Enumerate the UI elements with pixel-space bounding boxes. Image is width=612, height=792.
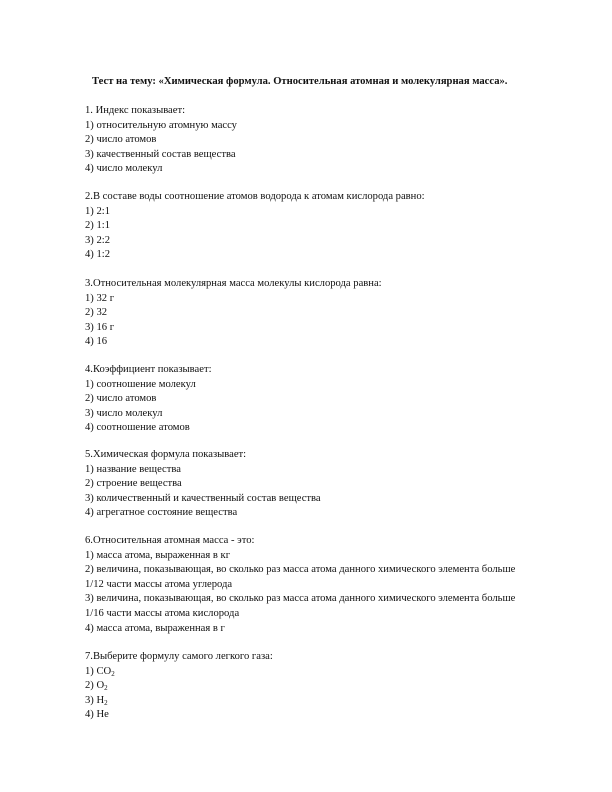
page-title: Тест на тему: «Химическая формула. Относительная атомная и молекулярная масса». bbox=[92, 76, 508, 87]
answer-option: 4) соотношение атомов bbox=[85, 422, 190, 434]
answer-option: 4) агрегатное состояние вещества bbox=[85, 507, 238, 519]
answer-option: 3) число молекул bbox=[85, 407, 163, 419]
answer-option: 2) число атомов bbox=[85, 134, 157, 146]
answer-option: 2) строение вещества bbox=[85, 478, 182, 490]
answer-option: 3) 16 г bbox=[85, 321, 115, 333]
answer-option: 3) количественный и качественный состав вещества bbox=[85, 492, 321, 504]
answer-option: 1) соотношение молекул bbox=[85, 378, 196, 390]
answer-option: 4) 16 bbox=[85, 336, 108, 348]
question-stem: 1. Индекс показывает: bbox=[85, 105, 186, 116]
answer-option: 4) число молекул bbox=[85, 163, 163, 175]
question-stem: 5.Химическая формула показывает: bbox=[85, 449, 247, 460]
answer-option: 2) 32 bbox=[85, 307, 108, 319]
question-stem: 4.Коэффициент показывает: bbox=[85, 364, 212, 375]
question-5 bbox=[85, 448, 321, 521]
answer-option: 1) 32 г bbox=[85, 292, 115, 304]
answer-option bbox=[85, 708, 273, 723]
answer-option: 2) величина, показывающая, во сколько раз масса атома данного химического элемента больше bbox=[85, 564, 516, 576]
question-7 bbox=[85, 650, 273, 723]
answer-option-continuation: 1/16 части массы атома кислорода bbox=[85, 607, 240, 619]
answer-option bbox=[85, 694, 273, 709]
question-3 bbox=[85, 277, 382, 350]
answer-option-continuation: 1/12 части массы атома углерода bbox=[85, 578, 233, 590]
answer-option: 1) относительную атомную массу bbox=[85, 119, 237, 131]
answer-option bbox=[85, 679, 273, 694]
formula-text: 1) CO bbox=[85, 665, 112, 677]
formula-text: 2) O bbox=[85, 680, 105, 692]
question-stem: 6.Относительная атомная масса - это: bbox=[85, 535, 255, 546]
answer-option: 4) масса атома, выраженная в г bbox=[85, 622, 225, 634]
answer-option bbox=[85, 665, 273, 680]
question-1 bbox=[85, 104, 237, 177]
answer-option: 3) 2:2 bbox=[85, 234, 111, 246]
question-4 bbox=[85, 363, 212, 436]
answer-option: 2) 1:1 bbox=[85, 220, 111, 232]
question-6 bbox=[85, 534, 515, 636]
answer-option: 4) 1:2 bbox=[85, 249, 111, 261]
question-stem: 2.В составе воды соотношение атомов водорода к атомам кислорода равно: bbox=[85, 191, 425, 202]
answer-option: 3) величина, показывающая, во сколько раз масса атома данного химического элемента больше bbox=[85, 593, 516, 605]
formula-subscript: 2 bbox=[104, 698, 108, 707]
formula-subscript: 2 bbox=[104, 684, 108, 693]
formula-text: 3) H bbox=[85, 694, 105, 706]
question-stem: 7.Выберите формулу самого легкого газа: bbox=[85, 651, 273, 662]
answer-option: 2) число атомов bbox=[85, 393, 157, 405]
formula-subscript: 2 bbox=[111, 669, 115, 678]
answer-option: 3) качественный состав вещества bbox=[85, 148, 236, 160]
formula-text: 4) He bbox=[85, 709, 109, 721]
answer-option: 1) масса атома, выраженная в кг bbox=[85, 549, 231, 561]
answer-option: 1) название вещества bbox=[85, 463, 181, 475]
answer-option: 1) 2:1 bbox=[85, 205, 111, 217]
question-2 bbox=[85, 190, 425, 263]
question-stem: 3.Относительная молекулярная масса молекулы кислорода равна: bbox=[85, 278, 382, 289]
